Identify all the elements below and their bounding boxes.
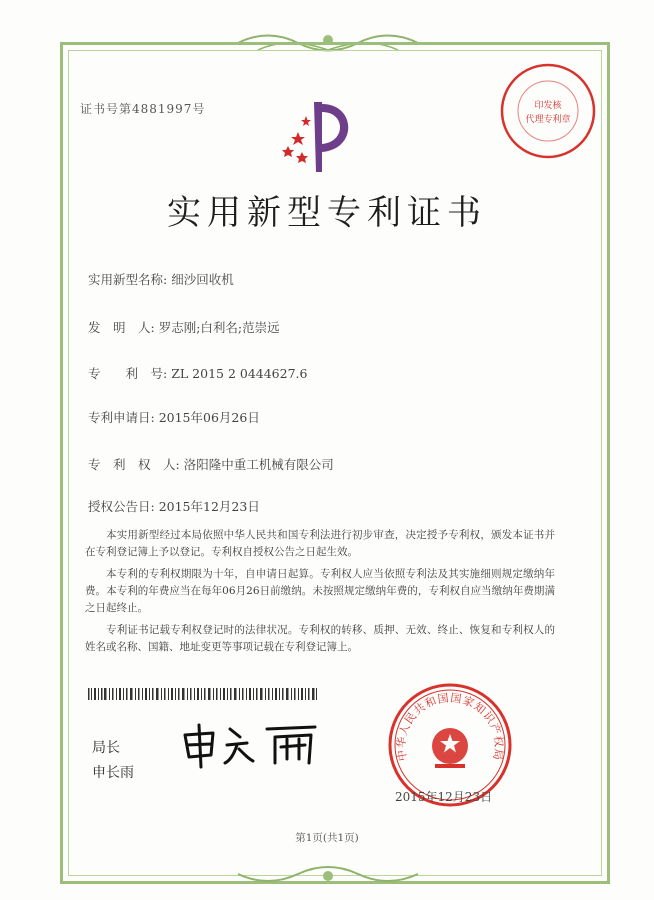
director-title: 局长 [92,740,120,756]
paragraph-term: 本专利的专利权期限为十年，自申请日起算。专利权人应当依照专利法及其实施细则规定缴纳年费。本专利的年费应当在每年06月26日前缴纳。未按照规定缴纳年费的，专利权自应当缴纳年费期满之日起终止。 [85,568,555,614]
field-value: 2015年06月26日 [158,410,260,425]
certificate-number: 证书号第4881997号 [80,102,206,116]
field-label: 授权公告日: [88,499,155,514]
bottom-ornament [228,860,428,888]
field-value: ZL 2015 2 0444627.6 [171,366,308,381]
svg-text:中华人民共和国国家知识产权局: 中华人民共和国国家知识产权局 [394,691,506,762]
field-patentee [88,455,334,473]
field-label: 发 明 人: [88,320,155,335]
field-value: 罗志刚;白利名;范崇远 [158,320,280,335]
director-signature [175,715,325,770]
document-title: 实用新型专利证书 [167,193,487,233]
paragraph-records: 专利证书记载专利权登记时的法律状况。专利权的转移、质押、无效、终止、恢复和专利权人的姓名或名称、国籍、地址变更等事项记载在专利登记簿上。 [85,624,555,653]
field-label: 专利申请日: [88,410,155,425]
field-label: 实用新型名称: [88,272,168,287]
paragraph-grant: 本实用新型经过本局依照中华人民共和国专利法进行初步审查，决定授予专利权，颁发本证书并在专利登记簿上予以登记。专利权自授权公告之日起生效。 [85,529,555,558]
agency-stamp [497,60,599,162]
field-label: 专 利 号: [88,366,168,381]
field-value: 洛阳隆中重工机械有限公司 [183,457,334,472]
field-utility-model-name [88,270,234,288]
field-inventor [88,318,280,336]
field-filing-date [88,408,260,426]
svg-text:印发核: 印发核 [534,101,562,111]
director-name: 申长雨 [92,765,134,781]
page-number: 第1页(共1页) [295,832,359,844]
field-value: 2015年12月23日 [158,499,260,514]
field-grant-date [88,497,260,515]
patent-office-logo [276,94,360,174]
field-value: 细沙回收机 [171,272,234,287]
svg-text:代理专利章: 代理专利章 [525,115,571,125]
field-patent-number [88,364,307,382]
barcode [88,688,318,700]
seal-date: 2015年12月23日 [395,790,493,804]
field-label: 专 利 权 人: [88,457,180,472]
